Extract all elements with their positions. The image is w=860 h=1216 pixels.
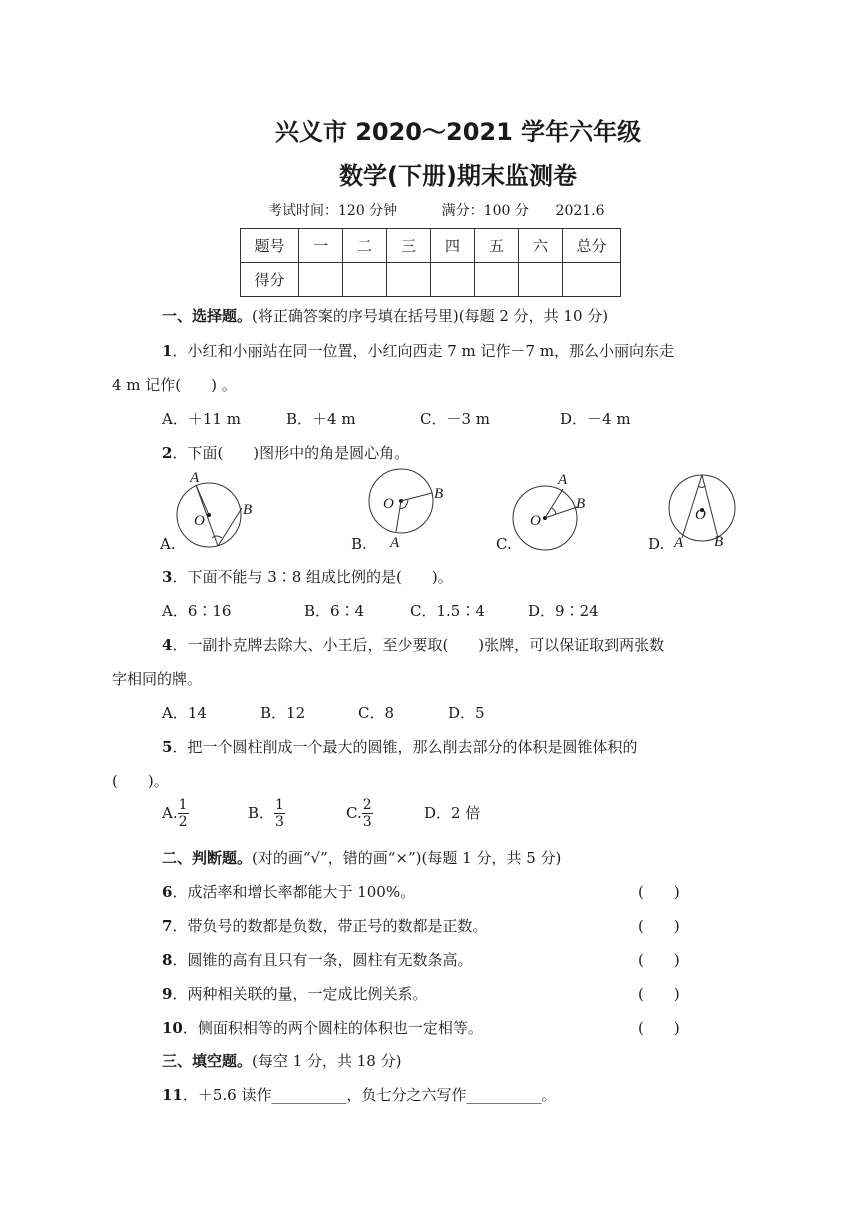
q7-number: 7	[162, 917, 173, 935]
exam-meta: 考试时间：120 分钟 满分：100 分 2021.6	[268, 203, 605, 219]
q3-option-c[interactable]: C．1.5∶4	[410, 602, 485, 620]
q8-line	[162, 949, 472, 970]
score-cell: 三	[387, 229, 431, 263]
q5-option-a-prefix: A.	[162, 803, 178, 822]
q3-option-a[interactable]: A．6∶16	[162, 602, 232, 620]
q10-line	[162, 1017, 483, 1038]
q4-options	[162, 702, 485, 723]
q4-text: ．一副扑克牌去除大、小王后，至少要取( )张牌，可以保证取到两张数	[172, 636, 665, 654]
q5-options	[162, 797, 480, 830]
q2-d-point-O: O	[695, 507, 706, 523]
q1-option-b[interactable]: B．＋4 m	[286, 410, 356, 428]
section2-note: (对的画“√”，错的画“×”)(每题 1 分，共 5 分)	[252, 849, 562, 867]
q3-line	[162, 566, 453, 587]
score-cell: 一	[299, 229, 343, 263]
q8-answer-paren[interactable]: ( )	[638, 951, 680, 969]
score-cell: 五	[475, 229, 519, 263]
q11-number: 11	[162, 1086, 183, 1104]
q2-c-point-O: O	[530, 513, 541, 529]
q5-option-b[interactable]	[248, 797, 346, 830]
score-cell: 总分	[563, 229, 621, 263]
q1-text: ．小红和小丽站在同一位置，小红向西走 7 m 记作－7 m，那么小丽向东走	[172, 342, 675, 360]
q2-b-point-A: A	[390, 535, 400, 551]
q5-text: ．把一个圆柱削成一个最大的圆锥，那么削去部分的体积是圆锥体积的	[172, 738, 638, 756]
q2-option-d-label[interactable]: D.	[648, 535, 665, 553]
q5-option-a[interactable]	[162, 797, 248, 830]
q5-option-b-fraction	[274, 797, 285, 830]
q5-option-c-fraction	[362, 797, 373, 830]
q2-c-point-B: B	[576, 496, 586, 512]
q9-line	[162, 983, 427, 1004]
q10-number: 10	[162, 1019, 183, 1037]
q5-option-a-fraction	[178, 797, 189, 830]
fraction-numerator: 1	[275, 797, 284, 813]
q5-option-b-prefix: B．	[248, 803, 275, 822]
fraction-denominator: 3	[275, 814, 284, 830]
q1-line2: 4 m 记作( ) 。	[112, 376, 237, 394]
q2-figure-c	[512, 485, 578, 551]
score-input-cell[interactable]	[563, 263, 621, 297]
score-input-cell[interactable]	[431, 263, 475, 297]
q5-option-c[interactable]	[346, 797, 424, 830]
score-input-cell[interactable]	[387, 263, 431, 297]
q3-number: 3	[162, 568, 173, 586]
section2-title: 二、判断题。	[162, 849, 253, 867]
q4-option-c[interactable]: C．8	[358, 704, 395, 722]
score-input-cell[interactable]	[299, 263, 343, 297]
section1-title: 一、选择题。	[162, 307, 253, 325]
q9-text: ．两种相关联的量，一定成比例关系。	[172, 985, 428, 1003]
score-table	[240, 228, 621, 297]
q2-option-a-label[interactable]: A.	[160, 535, 176, 553]
q5-line2: ( )。	[112, 772, 169, 790]
q2-d-point-B: B	[714, 534, 724, 550]
fraction-denominator: 3	[362, 814, 372, 830]
score-cell: 得分	[241, 263, 299, 297]
q3-text: ．下面不能与 3∶8 组成比例的是( )。	[172, 568, 453, 586]
q2-number: 2	[162, 444, 173, 462]
q4-number: 4	[162, 636, 173, 654]
score-input-cell[interactable]	[475, 263, 519, 297]
q8-number: 8	[162, 951, 173, 969]
section3-title: 三、填空题。	[162, 1052, 253, 1070]
q3-option-d[interactable]: D．9∶24	[528, 602, 599, 620]
q1-option-d[interactable]: D．－4 m	[560, 410, 631, 428]
section3-note: (每空 1 分，共 18 分)	[252, 1052, 402, 1070]
score-cell: 六	[519, 229, 563, 263]
score-input-cell[interactable]	[343, 263, 387, 297]
q4-option-a[interactable]: A．14	[162, 704, 207, 722]
fraction-numerator: 2	[362, 797, 372, 813]
section3-heading	[162, 1050, 401, 1071]
q1-line1	[162, 340, 674, 361]
q9-answer-paren[interactable]: ( )	[638, 985, 680, 1003]
q2-a-point-A: A	[190, 470, 200, 486]
q11-text[interactable]: ．＋5.6 读作__________，负七分之六写作__________。	[182, 1086, 557, 1104]
exam-title-line2: 数学(下册)期末监测卷	[339, 162, 577, 190]
q2-a-point-O: O	[194, 513, 205, 529]
q10-text: ．侧面积相等的两个圆柱的体积也一定相等。	[182, 1019, 483, 1037]
q4-option-b[interactable]: B．12	[260, 704, 306, 722]
q6-text: ．成活率和增长率都能大于 100%。	[172, 883, 416, 901]
q1-options	[162, 408, 631, 429]
q2-figure-a	[176, 480, 246, 550]
q2-line	[162, 442, 409, 463]
q7-text: ．带负号的数都是负数，带正号的数都是正数。	[172, 917, 488, 935]
q2-b-point-O: O	[383, 496, 394, 512]
section1-note: (将正确答案的序号填在括号里)(每题 2 分，共 10 分)	[252, 307, 609, 325]
q6-number: 6	[162, 883, 173, 901]
q2-text: ．下面( )图形中的角是圆心角。	[172, 444, 410, 462]
q3-options	[162, 600, 599, 621]
q5-line1	[162, 736, 637, 757]
score-table-header-row	[241, 229, 621, 263]
q5-option-c-prefix: C.	[346, 803, 362, 822]
q9-number: 9	[162, 985, 173, 1003]
q7-line	[162, 915, 487, 936]
q2-c-point-A: A	[558, 472, 568, 488]
fraction-numerator: 1	[178, 797, 188, 813]
q5-number: 5	[162, 738, 173, 756]
section2-heading	[162, 847, 561, 868]
section1-heading	[162, 305, 608, 326]
q1-number: 1	[162, 342, 173, 360]
q2-figure-b	[368, 468, 434, 534]
q4-line1	[162, 634, 664, 655]
q2-d-point-A: A	[674, 535, 684, 551]
score-cell: 二	[343, 229, 387, 263]
q6-line	[162, 881, 415, 902]
q11-line	[162, 1084, 557, 1105]
q2-option-c-label[interactable]: C.	[496, 535, 512, 553]
q3-option-b[interactable]: B．6∶4	[304, 602, 365, 620]
q1-option-a[interactable]: A．＋11 m	[162, 410, 241, 428]
q7-answer-paren[interactable]: ( )	[638, 917, 680, 935]
q8-text: ．圆锥的高有且只有一条，圆柱有无数条高。	[172, 951, 473, 969]
q6-answer-paren[interactable]: ( )	[638, 883, 680, 901]
score-cell: 题号	[241, 229, 299, 263]
exam-title-line1: 兴义市 2020～2021 学年六年级	[274, 118, 642, 146]
q1-option-c[interactable]: C．－3 m	[420, 410, 491, 428]
q2-b-point-B: B	[434, 486, 444, 502]
q5-option-d[interactable]: D．2 倍	[424, 803, 481, 822]
fraction-denominator: 2	[178, 814, 188, 830]
score-input-cell[interactable]	[519, 263, 563, 297]
q10-answer-paren[interactable]: ( )	[638, 1019, 680, 1037]
q2-a-point-B: B	[243, 502, 253, 518]
score-cell: 四	[431, 229, 475, 263]
score-table-score-row	[241, 263, 621, 297]
q2-option-b-label[interactable]: B.	[351, 535, 367, 553]
q4-option-d[interactable]: D．5	[448, 704, 485, 722]
q4-line2: 字相同的牌。	[112, 670, 203, 688]
